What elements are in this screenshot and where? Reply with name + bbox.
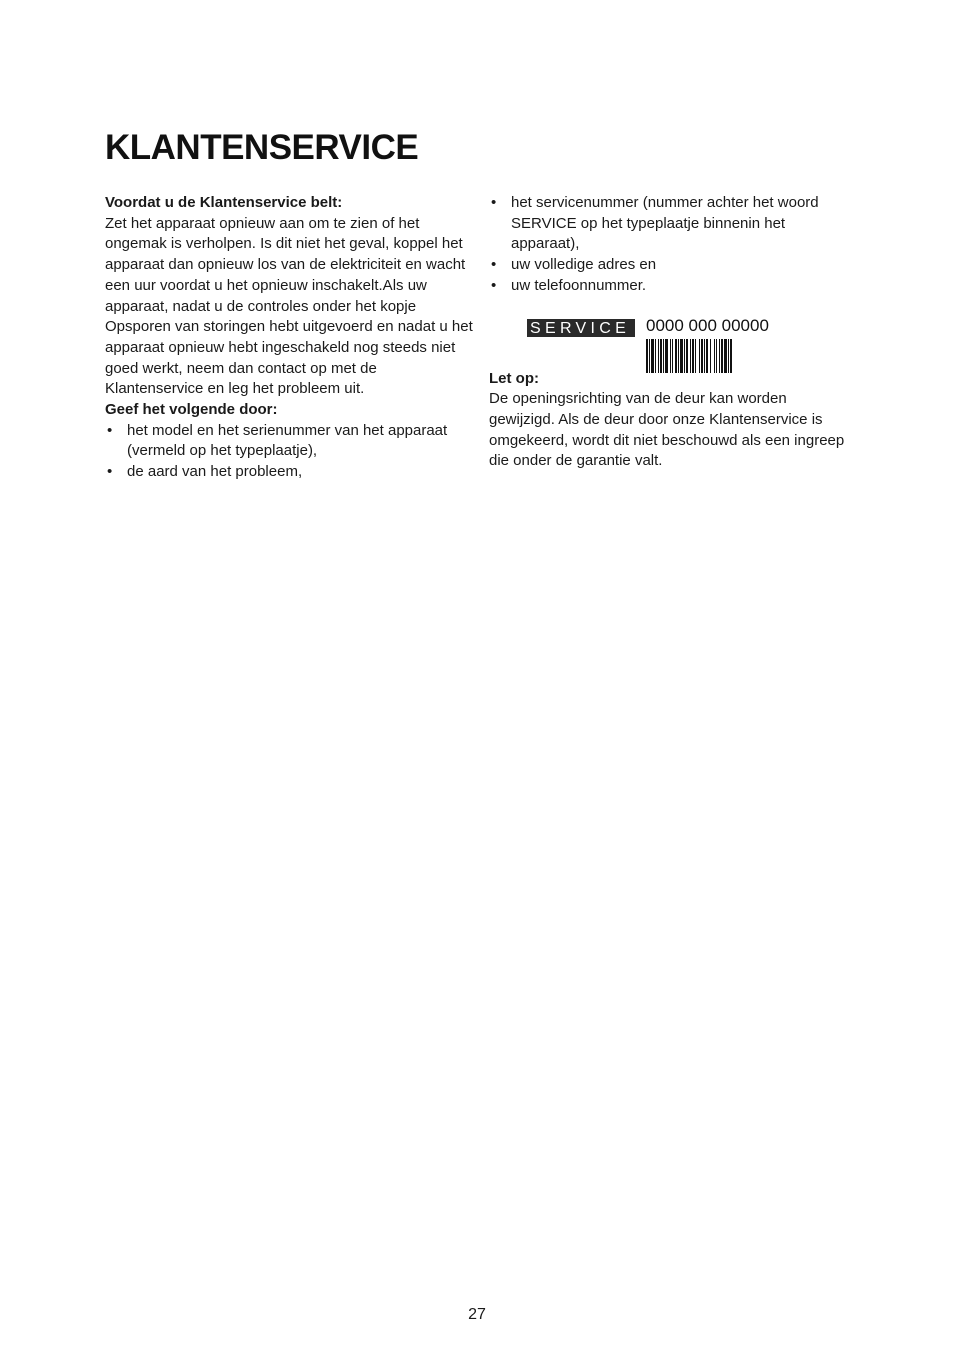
heading-provide-info: Geef het volgende door: <box>105 401 278 419</box>
barcode-bar <box>684 339 685 373</box>
barcode-bar <box>695 339 696 373</box>
barcode-bar <box>675 339 677 373</box>
barcode-bar <box>706 339 708 373</box>
barcode-bar <box>649 339 650 373</box>
barcode-bar <box>665 339 668 373</box>
left-column <box>105 193 473 483</box>
barcode-bar <box>719 339 720 373</box>
barcode-bar <box>651 339 654 373</box>
barcode-icon <box>646 339 778 373</box>
barcode-bar <box>678 339 679 373</box>
page-title: KLANTENSERVICE <box>105 128 419 167</box>
bullet-icon: • <box>491 256 497 274</box>
list-item-text: uw telefoonnummer. <box>511 276 647 294</box>
barcode-bar <box>699 339 700 373</box>
list-item <box>489 255 849 276</box>
list-item <box>489 193 849 255</box>
barcode-bar <box>692 339 694 373</box>
list-item <box>105 421 473 462</box>
barcode-bar <box>660 339 662 373</box>
list-item-text: het servicenummer (nummer achter het woord SERVICE op het typeplaatje binnenin het apparaat), <box>511 194 819 253</box>
list-item <box>489 276 849 297</box>
service-label: SERVICE <box>527 319 635 337</box>
bullet-icon: • <box>491 194 497 211</box>
service-plate-illustration <box>489 303 849 369</box>
barcode-bar <box>686 339 688 373</box>
info-list-right <box>489 193 849 297</box>
barcode-bar <box>701 339 703 373</box>
list-item-text: uw volledige adres en <box>511 256 657 274</box>
barcode-bar <box>714 339 715 373</box>
service-number: 0000 000 00000 <box>646 315 769 335</box>
barcode-bar <box>663 339 664 373</box>
barcode-bar <box>655 339 656 373</box>
list-item-text: het model en het serienummer van het apparaat (vermeld op het typeplaatje), <box>127 421 448 460</box>
barcode-bar <box>658 339 659 373</box>
page-number: 27 <box>468 1306 486 1323</box>
barcode-bar <box>730 339 732 373</box>
barcode-bar <box>721 339 723 373</box>
barcode-bar <box>724 339 727 373</box>
list-item <box>105 462 473 483</box>
barcode-bar <box>728 339 729 373</box>
barcode-bar <box>704 339 705 373</box>
note-text: De openingsrichting van de deur kan worden gewijzigd. Als de deur door onze Klantenservice is omgekeerd, wordt dit niet beschouwd als een ingreep die onder de garantie valt. <box>489 390 845 470</box>
bullet-icon: • <box>107 421 113 439</box>
barcode-bar <box>690 339 691 373</box>
bullet-icon: • <box>491 276 497 294</box>
info-list-left <box>105 421 473 483</box>
barcode-bar <box>670 339 671 373</box>
barcode-bar <box>672 339 673 373</box>
right-column <box>489 193 849 472</box>
note-heading: Let op: <box>489 369 539 387</box>
barcode-bar <box>680 339 683 373</box>
list-item-text: de aard van het probleem, <box>127 463 303 481</box>
heading-before-calling: Voordat u de Klantenservice belt: <box>105 194 343 211</box>
barcode-bar <box>646 339 648 373</box>
bullet-icon: • <box>107 463 113 481</box>
barcode-bar <box>710 339 711 373</box>
barcode-bar <box>716 339 717 373</box>
intro-paragraph: Zet het apparaat opnieuw aan om te zien of het ongemak is verholpen. Is dit niet het geval, koppel het apparaat dan opnieuw los van de elektriciteit en wacht een uur voordat u het opnieuw inschakelt.Als uw apparaat, nadat u de controles onder het kopje Opsporen van storingen hebt uitgevoerd en nadat u het apparaat opnieuw hebt ingeschakeld nog steeds niet goed werkt, neem dan contact op met de Klantenservice en leg het probleem uit. <box>105 214 473 398</box>
